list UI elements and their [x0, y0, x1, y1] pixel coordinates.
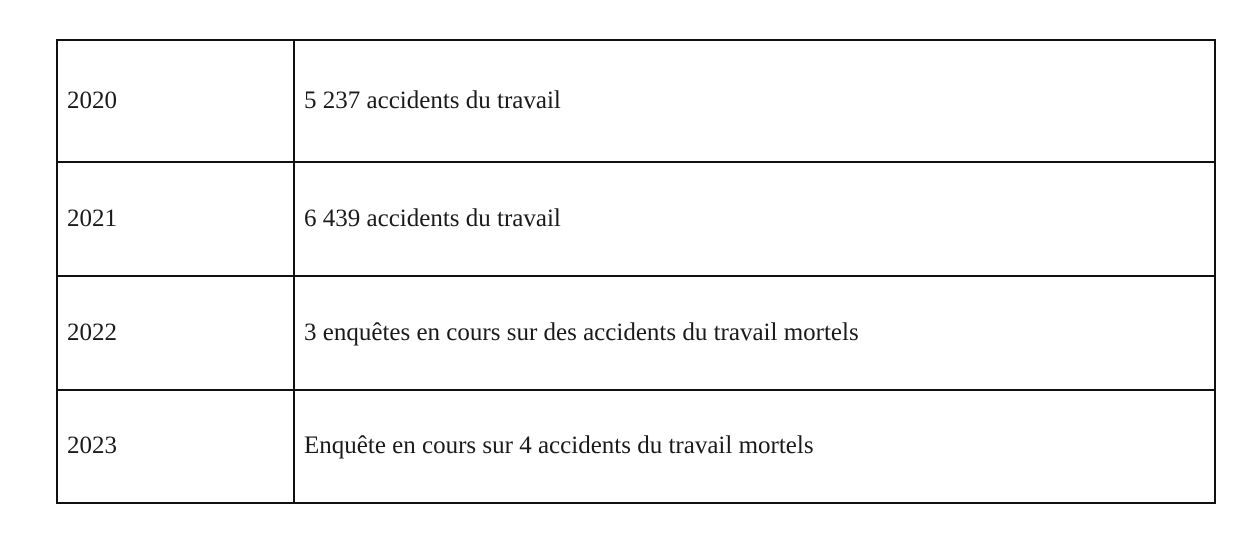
table-body — [57, 40, 1215, 503]
description-text: 5 237 accidents du travail — [304, 86, 561, 114]
year-text: 2021 — [67, 204, 117, 232]
year-cell — [57, 162, 294, 276]
year-text: 2022 — [67, 318, 117, 346]
description-cell — [294, 276, 1215, 390]
description-cell — [294, 162, 1215, 276]
table-row — [57, 40, 1215, 162]
year-text: 2023 — [67, 432, 117, 459]
description-text: 6 439 accidents du travail — [304, 204, 561, 232]
description-cell — [294, 390, 1215, 503]
accidents-table — [56, 39, 1216, 504]
year-text: 2020 — [67, 86, 117, 114]
description-text: Enquête en cours sur 4 accidents du travail mortels — [304, 432, 814, 459]
document-table-container — [56, 39, 1216, 504]
table-row — [57, 276, 1215, 390]
year-cell — [57, 390, 294, 503]
table-row — [57, 390, 1215, 503]
description-cell — [294, 40, 1215, 162]
table-row — [57, 162, 1215, 276]
description-text: 3 enquêtes en cours sur des accidents du travail mortels — [304, 318, 859, 346]
year-cell — [57, 40, 294, 162]
year-cell — [57, 276, 294, 390]
